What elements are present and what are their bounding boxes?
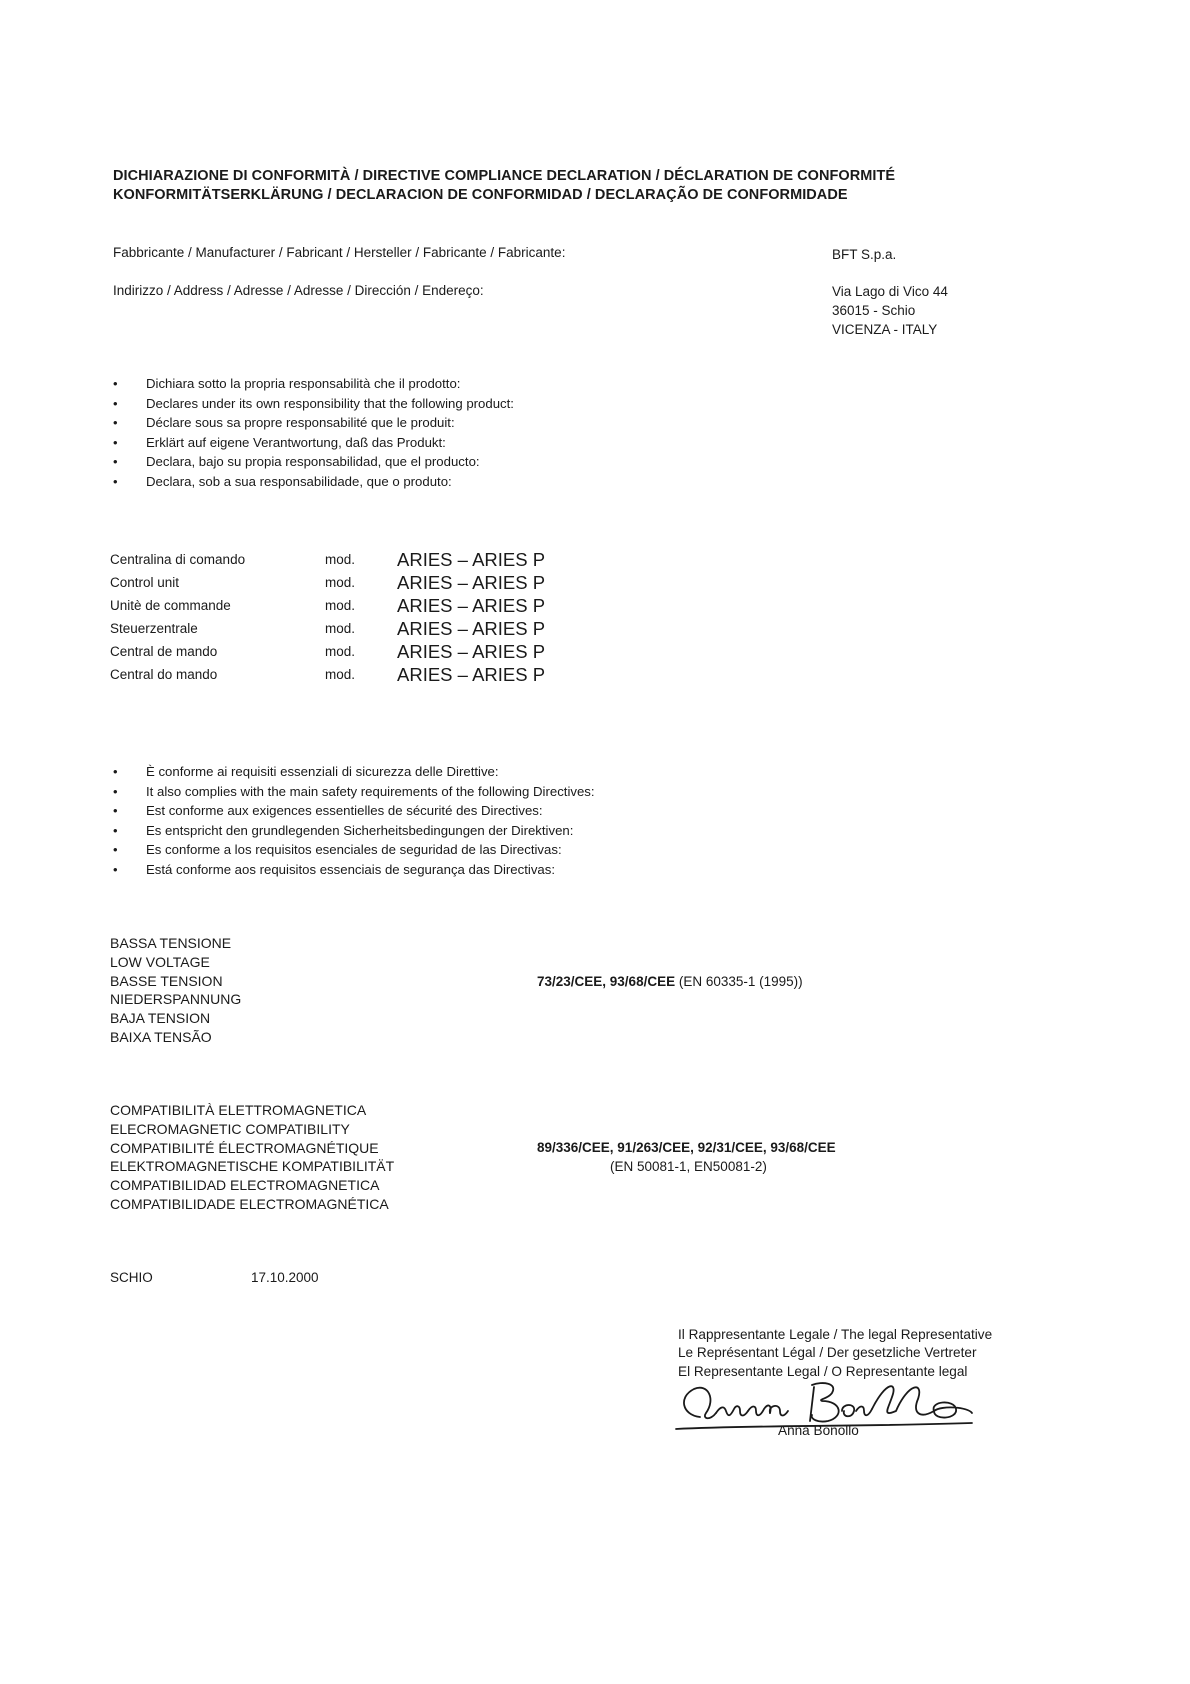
product-table: [110, 548, 545, 686]
list-item: • Dichiara sotto la propria responsabilità che il prodotto:: [113, 374, 514, 394]
product-name: Steuerzentrale: [110, 621, 198, 636]
list-item: • It also complies with the main safety requirements of the following Directives:: [113, 782, 595, 802]
list-item: • Está conforme aos requisitos essenciais de segurança das Directivas:: [113, 860, 595, 880]
representative-name: Anna Bonollo: [778, 1423, 859, 1438]
place: SCHIO: [110, 1270, 153, 1285]
product-model: ARIES – ARIES P: [397, 571, 546, 593]
declaration-statement-list: [113, 374, 514, 491]
product-model: ARIES – ARIES P: [397, 594, 546, 616]
emc-label: COMPATIBILITÉ ÉLECTROMAGNÉTIQUE: [110, 1139, 379, 1156]
product-name: Central de mando: [110, 644, 218, 659]
product-name: Unitè de commande: [110, 598, 231, 613]
representative-line: El Representante Legal / O Representante legal: [678, 1363, 968, 1379]
list-item: • Es entspricht den grundlegenden Sicherheitsbedingungen der Direktiven:: [113, 821, 595, 841]
table-row: [110, 617, 545, 640]
address-line: VICENZA - ITALY: [832, 322, 938, 337]
handwritten-signature: [672, 1375, 1032, 1455]
product-name: Centralina di comando: [110, 552, 246, 567]
emc-labels: [110, 1101, 394, 1214]
title-line-1: DICHIARAZIONE DI CONFORMITÀ / DIRECTIVE COMPLIANCE DECLARATION / DÉCLARATION DE CONFORMITÉ: [113, 168, 896, 184]
product-mod: mod.: [325, 667, 356, 682]
product-name: Control unit: [110, 575, 180, 590]
list-item: • Declares under its own responsibility that the following product:: [113, 394, 514, 414]
product-name: Central do mando: [110, 667, 218, 682]
low-voltage-label: NIEDERSPANNUNG: [110, 991, 242, 1008]
emc-label: ELECROMAGNETIC COMPATIBILITY: [110, 1120, 350, 1137]
product-model: ARIES – ARIES P: [397, 617, 546, 639]
manufacturer-label: Fabbricante / Manufacturer / Fabricant / Hersteller / Fabricante / Fabricante:: [113, 245, 566, 260]
low-voltage-label: BASSE TENSION: [110, 972, 223, 989]
address-block: [832, 282, 948, 339]
low-voltage-label: BASSA TENSIONE: [110, 935, 232, 951]
product-mod: mod.: [325, 575, 356, 590]
emc-directive-codes: 89/336/CEE, 91/263/CEE, 92/31/CEE, 93/68/CEE: [537, 1140, 836, 1155]
product-model: ARIES – ARIES P: [397, 640, 546, 662]
representative-line: Le Représentant Légal / Der gesetzliche Vertreter: [678, 1345, 977, 1361]
product-model: ARIES – ARIES P: [397, 548, 546, 570]
list-item: • È conforme ai requisiti essenziali di sicurezza delle Direttive:: [113, 762, 595, 782]
address-line: 36015 - Schio: [832, 303, 916, 318]
list-item: • Es conforme a los requisitos esenciales de seguridad de las Directivas:: [113, 840, 595, 860]
table-row: [110, 594, 545, 617]
product-mod: mod.: [325, 644, 356, 659]
list-item: • Déclare sous sa propre responsabilité que le produit:: [113, 413, 514, 433]
address-label: Indirizzo / Address / Adresse / Adresse / Dirección / Endereço:: [113, 283, 484, 298]
product-mod: mod.: [325, 552, 356, 567]
date: 17.10.2000: [251, 1270, 319, 1285]
table-row: [110, 548, 545, 571]
list-item: • Declara, bajo su propia responsabilidad, que el producto:: [113, 452, 514, 472]
compliance-statement-list: [113, 762, 595, 879]
low-voltage-standard: (EN 60335-1 (1995)): [678, 974, 803, 989]
low-voltage-directive-codes: 73/23/CEE, 93/68/CEE: [537, 974, 676, 989]
representative-title: [678, 1326, 992, 1381]
product-mod: mod.: [325, 598, 356, 613]
list-item: • Est conforme aux exigences essentielles de sécurité des Directives:: [113, 801, 595, 821]
product-model: ARIES – ARIES P: [397, 663, 546, 685]
document-title: [113, 167, 895, 205]
low-voltage-labels: [110, 934, 241, 1047]
address-line: Via Lago di Vico 44: [832, 284, 948, 299]
low-voltage-directives: [537, 972, 803, 991]
list-item: • Declara, sob a sua responsabilidade, que o produto:: [113, 472, 514, 492]
title-line-2: KONFORMITÄTSERKLÄRUNG / DECLARACION DE CONFORMIDAD / DECLARAÇÃO DE CONFORMIDADE: [113, 187, 848, 203]
list-item: • Erklärt auf eigene Verantwortung, daß das Produkt:: [113, 433, 514, 453]
table-row: [110, 663, 545, 686]
emc-label: COMPATIBILIDAD ELECTROMAGNETICA: [110, 1177, 380, 1194]
emc-label: COMPATIBILITÀ ELETTROMAGNETICA: [110, 1102, 367, 1118]
emc-standard: (EN 50081-1, EN50081-2): [610, 1159, 767, 1174]
table-row: [110, 640, 545, 663]
emc-label: ELEKTROMAGNETISCHE KOMPATIBILITÄT: [110, 1158, 395, 1175]
low-voltage-label: BAJA TENSION: [110, 1010, 211, 1027]
table-row: [110, 571, 545, 594]
low-voltage-label: LOW VOLTAGE: [110, 953, 210, 970]
emc-label: COMPATIBILIDADE ELECTROMAGNÉTICA: [110, 1195, 389, 1212]
product-mod: mod.: [325, 621, 356, 636]
representative-line: Il Rappresentante Legale / The legal Representative: [678, 1327, 993, 1342]
low-voltage-label: BAIXA TENSÃO: [110, 1028, 212, 1045]
manufacturer-value: BFT S.p.a.: [832, 247, 897, 262]
